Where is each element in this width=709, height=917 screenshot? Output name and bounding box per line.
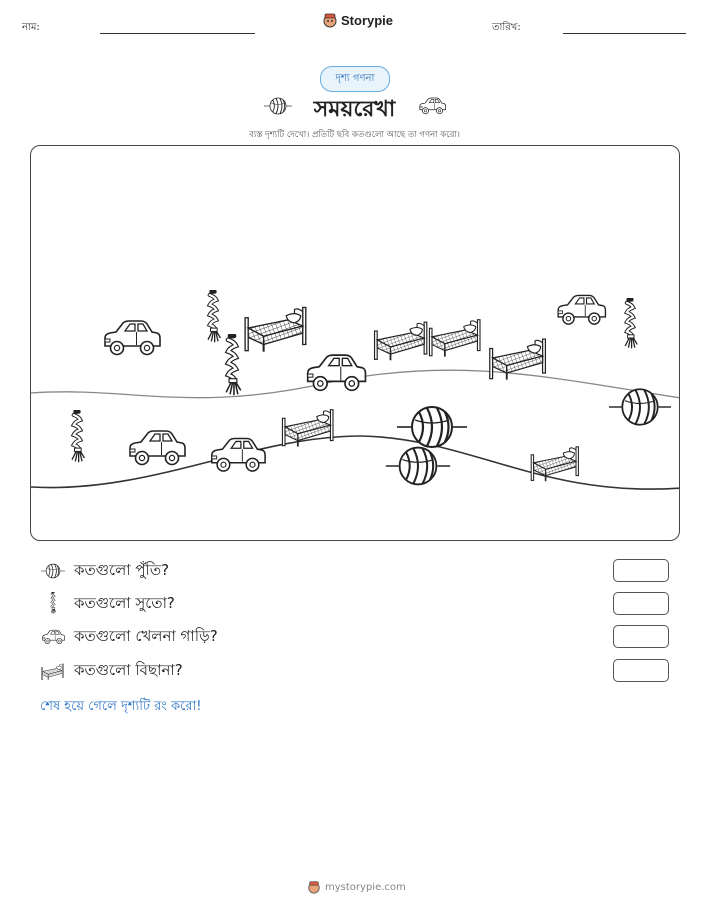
answer-box-rope[interactable] <box>613 592 669 615</box>
footer-site <box>307 880 406 894</box>
storypie-mascot-icon <box>307 880 321 894</box>
counting-scene <box>30 145 680 541</box>
date-line[interactable] <box>563 33 686 34</box>
yarn-ball <box>385 443 451 489</box>
brand-name: Storypie <box>341 12 394 28</box>
rope <box>619 298 641 354</box>
bed <box>241 298 313 356</box>
question-row <box>40 592 175 616</box>
question-row <box>40 625 218 649</box>
question-row <box>40 559 169 583</box>
rope <box>219 334 245 402</box>
bed <box>371 314 433 364</box>
yarn-ball-icon <box>41 562 65 580</box>
closing-instruction: শেষ হয়ে গেলে দৃশ্যটি রং করো! <box>40 699 202 714</box>
brand-logo <box>322 12 393 28</box>
answer-box-yarn[interactable] <box>613 559 669 582</box>
question-text: কতগুলো পুঁতি? <box>74 560 170 579</box>
name-line[interactable] <box>100 33 255 34</box>
question-row <box>40 659 183 683</box>
page-title: সময়রেখা <box>313 97 396 122</box>
rope-icon <box>47 592 59 616</box>
toy-car <box>553 292 608 328</box>
yarn-ball <box>609 384 671 430</box>
date-label: তারিখ: <box>492 22 521 33</box>
bed <box>426 312 486 360</box>
toy-car <box>206 435 268 475</box>
instruction-text: ব্যস্ত দৃশ্যটি দেখো। প্রতিটি ছবি কতগুলো আছে তা গণনা করো। <box>249 130 460 140</box>
question-text: কতগুলো সুতো? <box>74 593 175 612</box>
toy-car <box>99 318 163 358</box>
toy-car <box>124 428 188 468</box>
bed-icon <box>40 661 66 681</box>
footer-url[interactable]: mystorypie.com <box>325 881 406 893</box>
toy-car <box>301 352 369 394</box>
storypie-mascot-icon <box>322 12 338 28</box>
question-text: কতগুলো বিছানা? <box>74 660 183 679</box>
answer-box-bed[interactable] <box>613 659 669 682</box>
bed <box>486 331 552 383</box>
category-badge: দৃশ্য গণনা <box>320 66 390 92</box>
question-text: কতগুলো খেলনা গাড়ি? <box>74 626 218 645</box>
rope <box>65 410 89 468</box>
answer-box-car[interactable] <box>613 625 669 648</box>
name-label: নাম: <box>22 22 40 33</box>
toy-car-icon <box>40 629 66 645</box>
bed <box>279 402 339 450</box>
toy-car-icon <box>417 96 447 116</box>
bed <box>528 439 584 485</box>
